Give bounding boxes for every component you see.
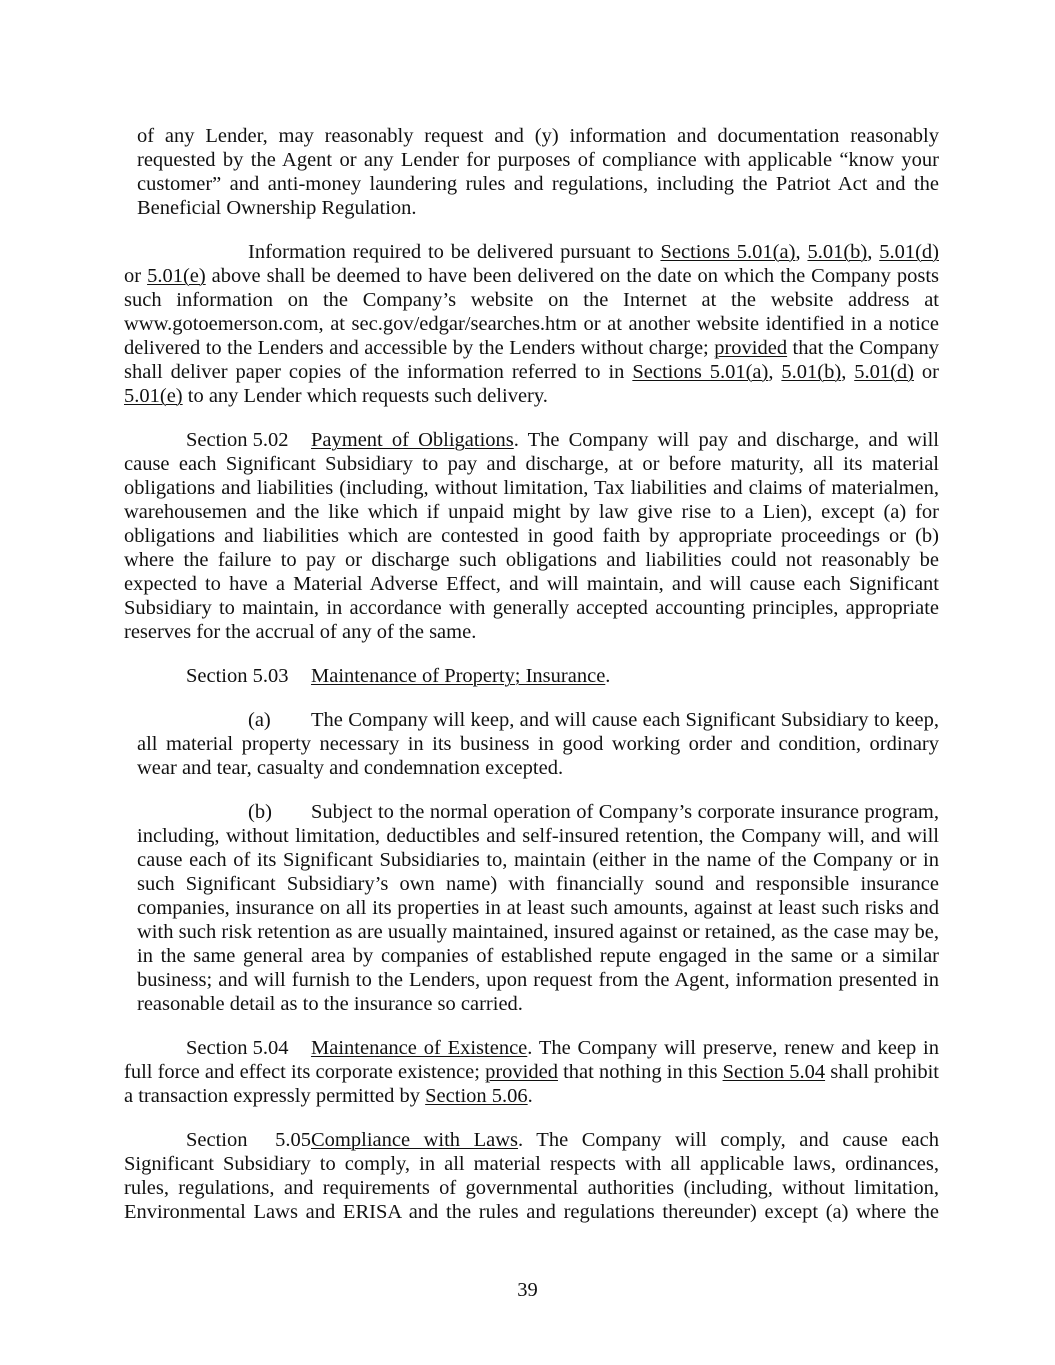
section-number: Section 5.03 — [186, 665, 289, 687]
text-run: . — [527, 1085, 533, 1107]
section-heading: Payment of Obligations — [311, 429, 514, 451]
subsection-text: Subject to the normal operation of Company’s corporate insurance program, including, without limitation, deductibles and self-insured retention, the Company will, and will cause each of its Significant Subsidiaries to, maintain (either in the name of the Company or in such Significant Subsidiary’s own name) with financially sound and responsible insurance companies, insurance on all its properties in at least such amounts, against at least such risks and with such risk retention as are usually maintained, insured against or retained, as the case may be, in the same general area by companies of established repute engaged in the same or a similar business; and will furnish to the Lenders, upon request from the Agent, information presented in reasonable detail as to the insurance so carried. — [137, 801, 939, 1015]
section-text: . The Company will comply, and cause each Significant Subsidiary to comply, in all material respects with all applicable laws, ordinances, rules, regulations, and requirements of governmental authorities (including, without limitation, Environmental Laws and ERISA and the rules and regulations thereunder) except (a) where the — [124, 1129, 939, 1223]
subsection-text: The Company will keep, and will cause each Significant Subsidiary to keep, all material property necessary in its business in good working order and condition, ordinary wear and tear, casualty and condemnation excepted. — [137, 709, 939, 779]
text-run: Information required to be delivered pursuant to — [248, 241, 661, 263]
subsection-5-03-a — [124, 708, 939, 780]
section-text: . The Company will pay and discharge, and will cause each Significant Subsidiary to pay and discharge, at or before maturity, all its material obligations and liabilities (including, without limitation, Tax liabilities and claims of materialmen, warehousemen and the like which if unpaid might by law give rise to a Lien), except (a) for obligations and liabilities which are contested in good faith by appropriate proceedings or (b) where the failure to pay or discharge such obligations and liabilities could not reasonably be expected to have a Material Adverse Effect, and will maintain, and will cause each Significant Subsidiary to maintain, in accordance with generally accepted accounting principles, appropriate reserves for the accrual of any of the same. — [124, 429, 939, 643]
cross-reference-section-5-04: Section 5.04 — [722, 1061, 826, 1083]
text-run: shall prohibit a transaction expressly permitted by — [124, 1061, 939, 1107]
term-provided: provided — [714, 337, 788, 359]
paragraph-information-delivery — [124, 240, 939, 408]
section-5-05 — [124, 1128, 939, 1224]
text-run: , — [768, 361, 782, 383]
cross-reference-5-01b: 5.01(b) — [807, 241, 868, 263]
cross-reference-sections-5-01a: Sections 5.01(a) — [660, 241, 796, 263]
cross-reference-5-01e: 5.01(e) — [147, 265, 206, 287]
cross-reference-5-01e: 5.01(e) — [124, 385, 183, 407]
text-run: , — [841, 361, 855, 383]
section-5-03 — [124, 664, 939, 688]
paragraph-continued-lender-info — [124, 124, 939, 220]
subsection-label: (a) — [248, 709, 271, 731]
text-run: that the Company shall deliver paper copies of the information referred to in — [124, 337, 939, 383]
section-heading: Maintenance of Property; Insurance — [311, 665, 606, 687]
section-5-04 — [124, 1036, 939, 1108]
text-run: or — [914, 361, 940, 383]
section-text: . — [605, 665, 611, 687]
page-body — [124, 124, 939, 1244]
text-run: above shall be deemed to have been delivered on the date on which the Company posts such information on the Company’s website on the Internet at the website address at www.gotoemerson.com, at sec.gov/edgar/searches.htm or at another website identified in a notice delivered to the Lenders and accessible by the Lenders without charge; — [124, 265, 940, 359]
paragraph-text: of any Lender, may reasonably request and (y) information and documentation reasonably requested by the Agent or any Lender for purposes of compliance with applicable “know your customer” and anti-money laundering rules and regulations, including the Patriot Act and the Beneficial Ownership Regulation. — [137, 125, 939, 219]
text-run: . The Company will preserve, renew and keep in full force and effect its corporate existence; — [124, 1037, 939, 1083]
page-number: 39 — [517, 1279, 538, 1301]
section-heading: Maintenance of Existence — [311, 1037, 528, 1059]
cross-reference-section-5-06: Section 5.06 — [425, 1085, 528, 1107]
cross-reference-5-01d: 5.01(d) — [879, 241, 939, 263]
cross-reference-sections-5-01a: Sections 5.01(a) — [632, 361, 769, 383]
text-run: , — [795, 241, 808, 263]
section-heading: Compliance with Laws — [311, 1129, 518, 1151]
section-number: Section 5.04 — [186, 1037, 289, 1059]
cross-reference-5-01d: 5.01(d) — [854, 361, 915, 383]
text-run: to any Lender which requests such delivery. — [182, 385, 548, 407]
subsection-5-03-b — [124, 800, 939, 1016]
text-run: , — [867, 241, 880, 263]
section-number: Section 5.05 — [186, 1129, 311, 1151]
cross-reference-5-01b: 5.01(b) — [781, 361, 842, 383]
text-run: that nothing in this — [557, 1061, 723, 1083]
section-number: Section 5.02 — [186, 429, 289, 451]
section-5-02 — [124, 428, 939, 644]
term-provided: provided — [485, 1061, 558, 1083]
subsection-label: (b) — [248, 801, 272, 823]
text-run: or — [124, 265, 148, 287]
